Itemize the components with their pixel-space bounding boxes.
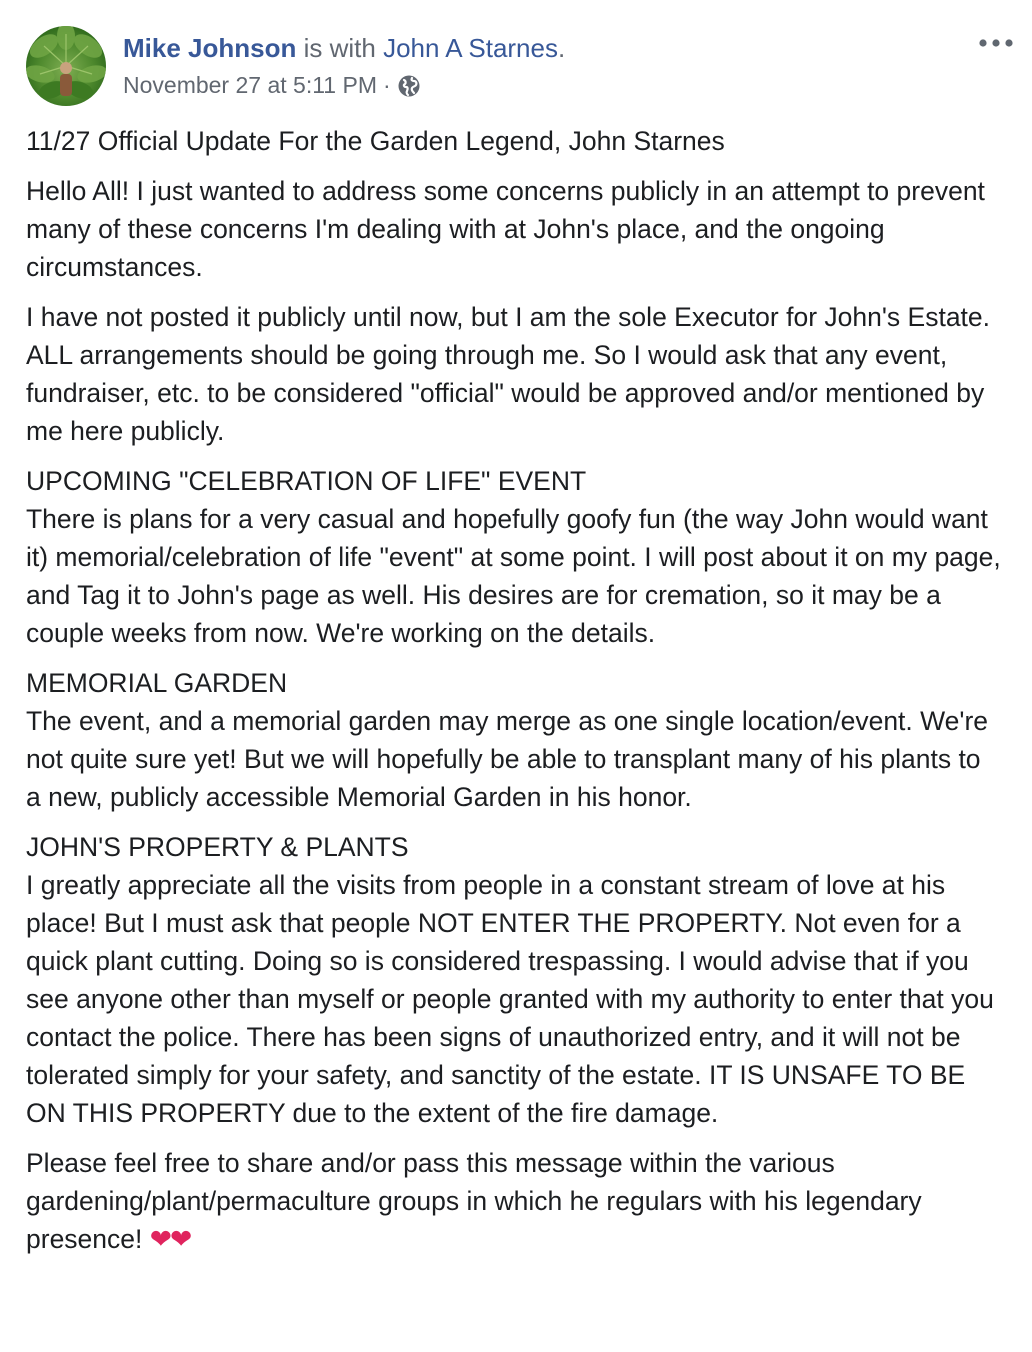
more-options-icon[interactable] bbox=[976, 30, 1016, 56]
post-body bbox=[26, 122, 1001, 1270]
section-heading-celebration: UPCOMING "CELEBRATION OF LIFE" EVENT bbox=[26, 466, 587, 496]
post-meta bbox=[123, 70, 421, 100]
author-name-link[interactable]: Mike Johnson bbox=[123, 33, 297, 63]
post-timestamp[interactable]: November 27 at 5:11 PM bbox=[123, 72, 377, 98]
meta-separator: · bbox=[382, 72, 391, 98]
section-memorial-garden bbox=[26, 664, 1001, 816]
section-celebration bbox=[26, 462, 1001, 652]
with-text: is with bbox=[303, 33, 376, 63]
section-body-property: I greatly appreciate all the visits from people in a constant stream of love at his place! But I must ask that people NOT ENTER THE PROPERTY. Not even for a quick plant cutting. Doing so is considered trespassing. I would advise that if you see anyone other than myself or people granted with my authority to enter that you contact the police. There has been signs of unauthorized entry, and it will not be tolerated simply for your safety, and sanctity of the estate. IT IS UNSAFE TO BE ON THIS PROPERTY due to the extent of the fire damage. bbox=[26, 870, 994, 1128]
post-author-line bbox=[123, 31, 565, 65]
post-title: 11/27 Official Update For the Garden Legend, John Starnes bbox=[26, 126, 725, 156]
avatar[interactable] bbox=[26, 26, 106, 106]
post-header bbox=[26, 26, 1016, 106]
section-heading-memorial-garden: MEMORIAL GARDEN bbox=[26, 668, 288, 698]
paragraph-executor: I have not posted it publicly until now, but I am the sole Executor for John's Estate. ALL arrangements should be going through me. So I would ask that any event, fundraiser, etc. to be considered "official" would be approved and/or mentioned by me here publicly. bbox=[26, 302, 991, 446]
tagged-person-link[interactable]: John A Starnes bbox=[383, 33, 558, 63]
paragraph-intro: Hello All! I just wanted to address some concerns publicly in an attempt to prevent many of these concerns I'm dealing with at John's place, and the ongoing circumstances. bbox=[26, 176, 985, 282]
heart-emoji-icon: ❤❤ bbox=[149, 1224, 191, 1254]
section-body-memorial-garden: The event, and a memorial garden may merge as one single location/event. We're not quite sure yet! But we will hopefully be able to transplant many of his plants to a new, publicly accessible Memorial Garden in his honor. bbox=[26, 706, 989, 812]
tagged-suffix: . bbox=[557, 33, 566, 63]
avatar-image bbox=[26, 26, 106, 106]
section-body-celebration: There is plans for a very casual and hopefully goofy fun (the way John would want it) memorial/celebration of life "event" at some point. I will post about it on my page, and Tag it to John's page as well. His desires are for cremation, so it may be a couple weeks from now. We're working on the details. bbox=[26, 504, 1001, 648]
section-property bbox=[26, 828, 1001, 1132]
section-heading-property: JOHN'S PROPERTY & PLANTS bbox=[26, 832, 409, 862]
globe-icon[interactable] bbox=[397, 74, 421, 98]
paragraph-closing bbox=[26, 1144, 1001, 1258]
closing-text: Please feel free to share and/or pass this message within the various gardening/plant/permaculture groups in which he regulars with his legendary presence! bbox=[26, 1148, 922, 1254]
